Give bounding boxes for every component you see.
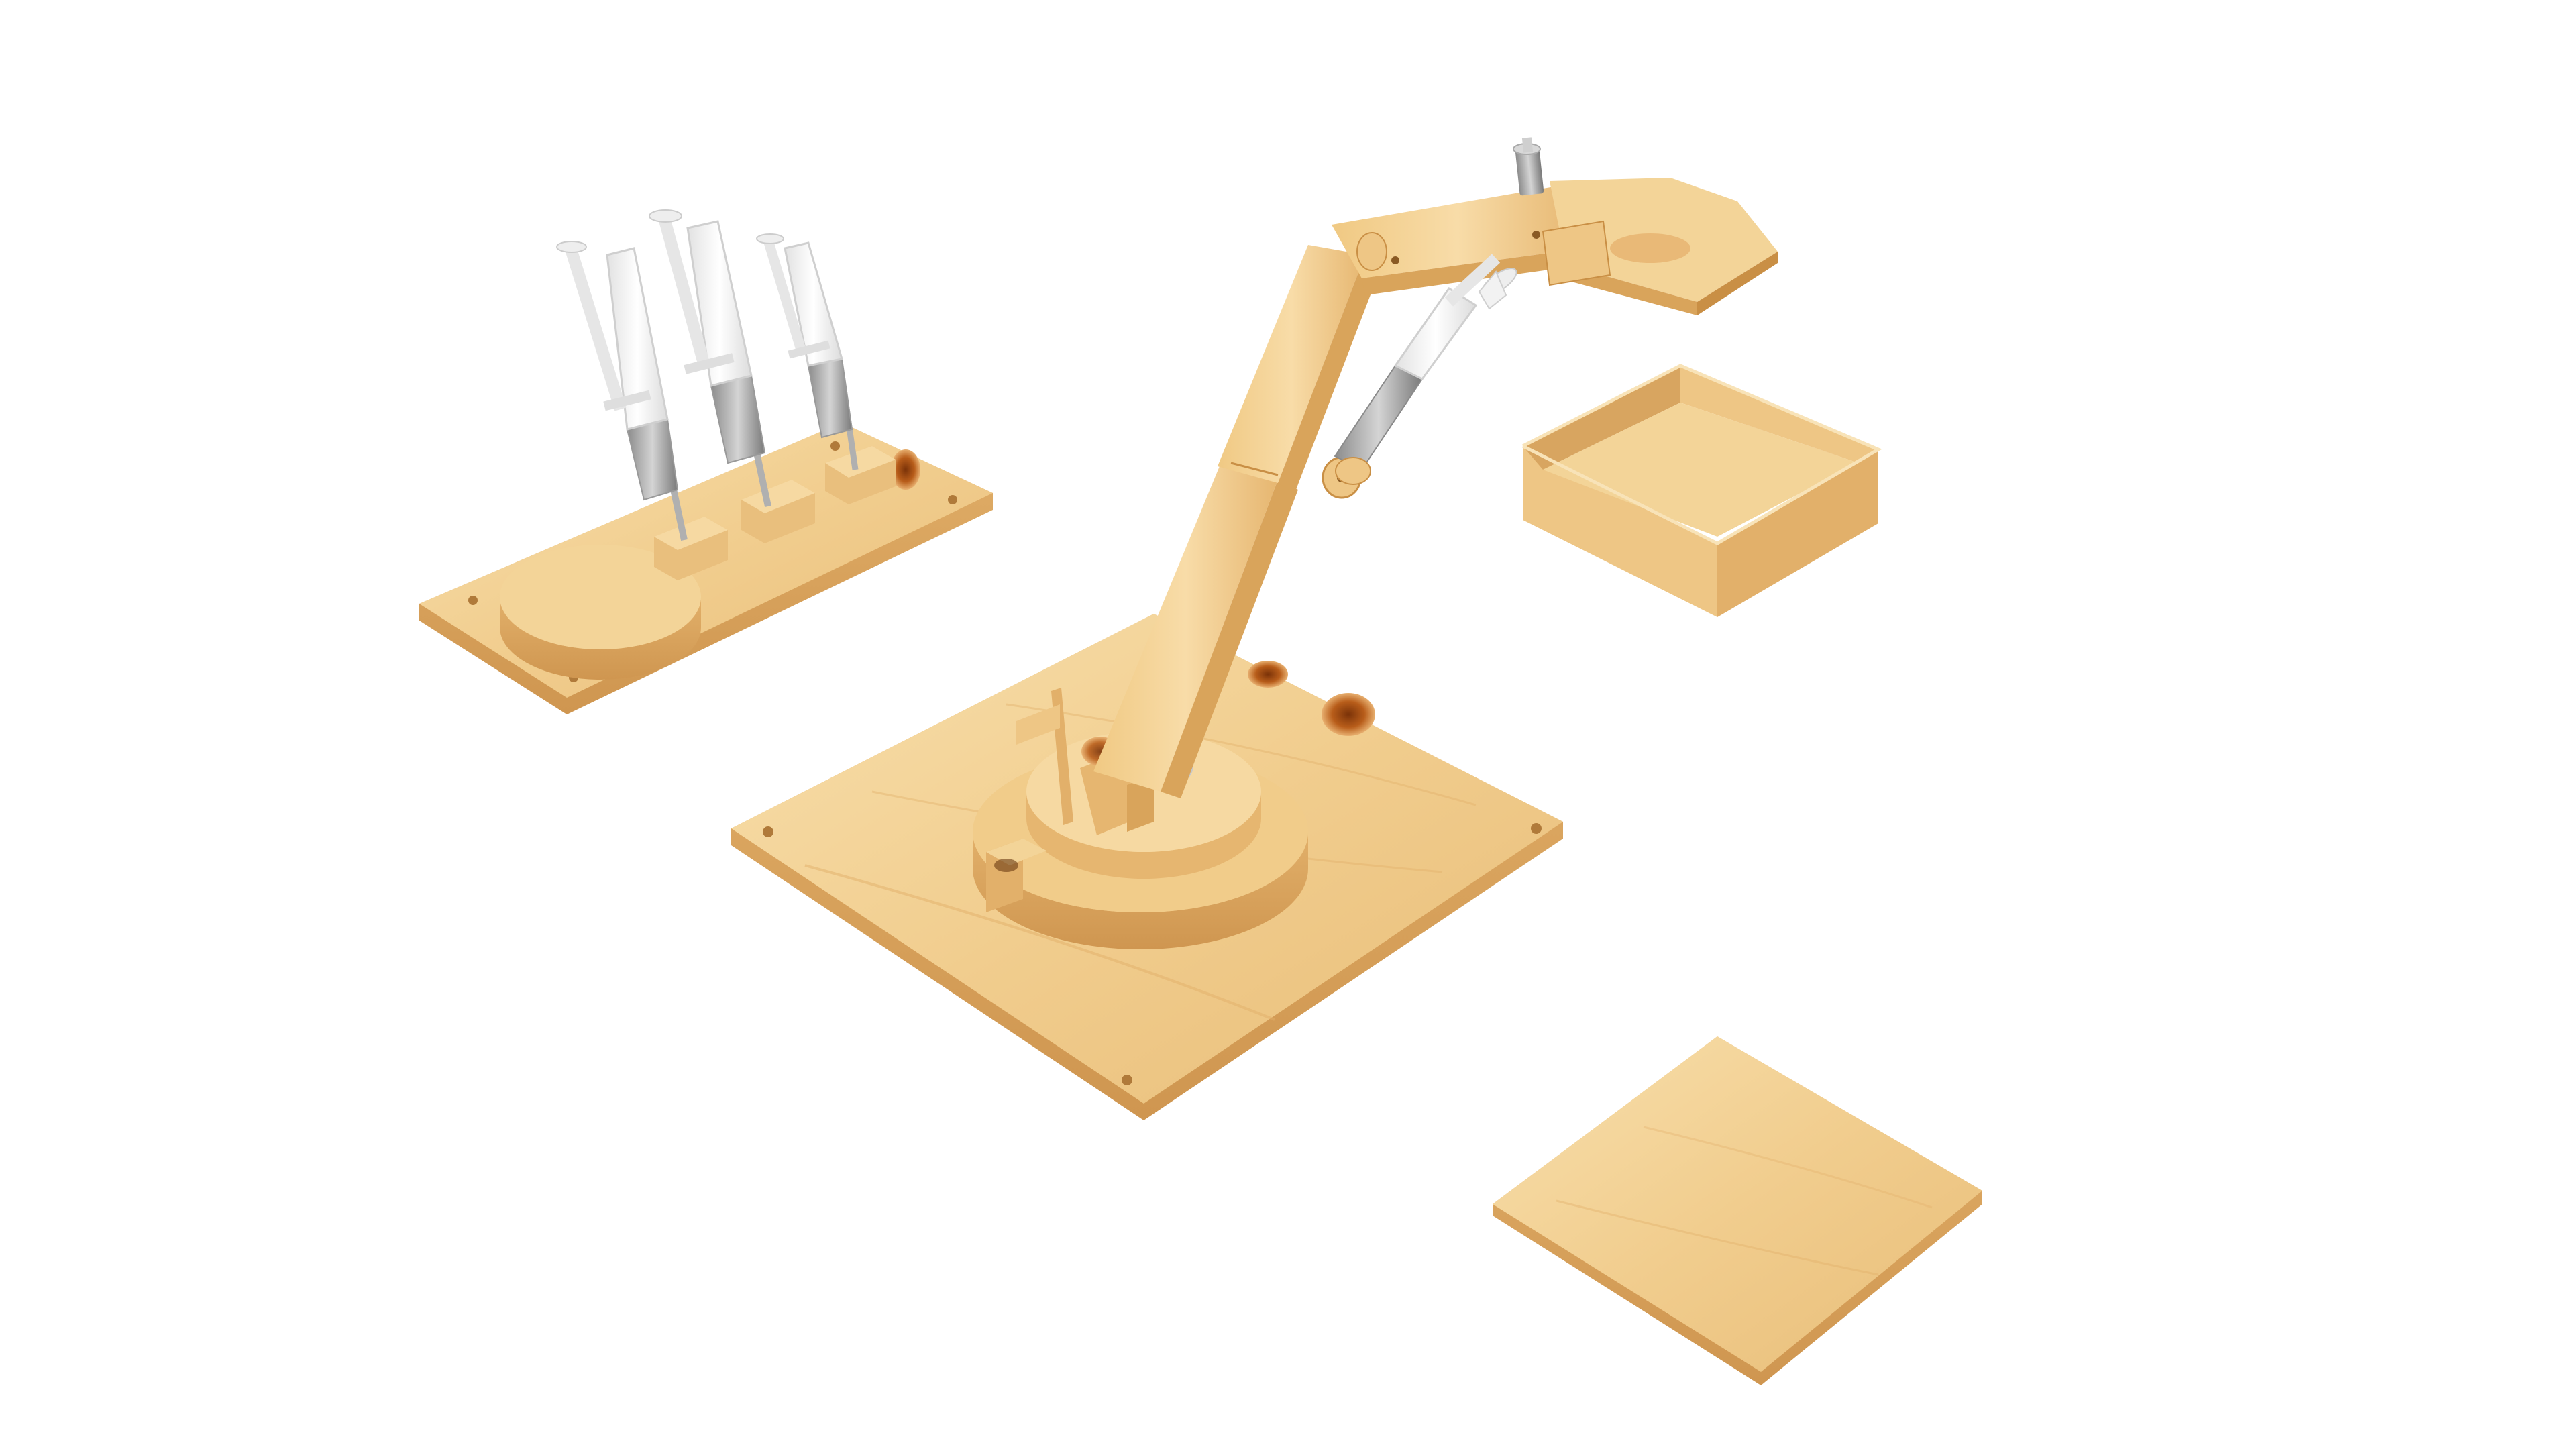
screw-hole: [948, 495, 957, 504]
gripper-head: [1543, 178, 1778, 315]
screw-hole: [1531, 823, 1542, 834]
control-board: [419, 210, 993, 714]
flat-panel: [1493, 1036, 1982, 1385]
wood-knot: [1322, 693, 1375, 736]
screw-hole: [1122, 1075, 1132, 1085]
screw-hole: [468, 596, 478, 605]
screw-hole: [830, 441, 840, 451]
open-box: [1523, 366, 1878, 617]
boom-syringe: [1513, 137, 1544, 195]
screw-hole: [763, 826, 773, 837]
syringe-1: [557, 241, 684, 540]
shoulder-joint: [1357, 233, 1387, 270]
wood-knot: [1248, 661, 1288, 688]
